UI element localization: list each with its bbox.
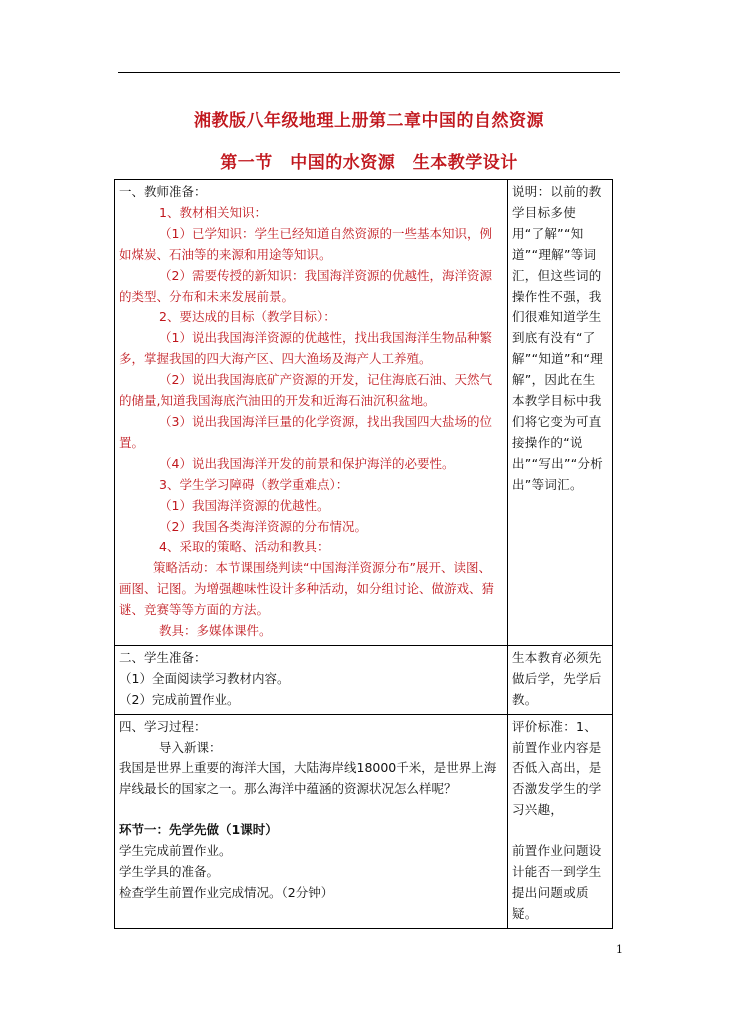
paragraph: 教具：多媒体课件。 <box>159 623 272 639</box>
step-title: 环节一：先学先做（1课时） <box>119 822 278 838</box>
subheading: 4、采取的策略、活动和教具： <box>159 539 330 555</box>
paragraph: （2）说出我国海底矿产资源的开发，记住海底石油、天然气的储量,知道我国海底汽油田的开发和近海石油沉积盆地。 <box>119 372 492 409</box>
page-number: 1 <box>616 943 623 956</box>
section-heading: 二、学生准备： <box>119 649 207 665</box>
section-heading: 一、教师准备： <box>119 184 207 199</box>
section-heading: 四、学习过程： <box>119 718 207 734</box>
subheading: 1、教材相关知识： <box>159 204 267 220</box>
list-item: （2）我国各类海洋资源的分布情况。 <box>159 518 367 534</box>
paragraph: （1）说出我国海洋资源的优越性，找出我国海洋生物品种繁多，掌握我国的四大海产区、四大渔场及海产人工养殖。 <box>119 330 492 367</box>
paragraph: （4）说出我国海洋开发的前景和保护海洋的必要性。 <box>159 455 455 471</box>
teacher-prep-row <box>115 180 613 646</box>
learning-process-cell <box>115 714 508 928</box>
list-item: （2）完成前置作业。 <box>119 691 240 707</box>
evaluation-criteria: 评价标准：1、前置作业内容是否低入高出，是否激发学生的学习兴趣， <box>512 718 602 818</box>
header-rule <box>118 72 620 73</box>
list-item: 学生学具的准备。 <box>119 864 220 880</box>
intro-text: 我国是世界上重要的海洋大国，大陆海岸线18000千米，是世界上海岸线最长的国家之一。那么海洋中蕴涵的资源状况怎么样呢？ <box>119 760 497 797</box>
evaluation-criteria-2: 前置作业问题设计能否一到学生提出问题或质疑。 <box>512 843 602 921</box>
intro-label: 导入新课： <box>159 739 222 755</box>
subheading: 3、学生学习障碍（教学重难点）： <box>159 476 349 492</box>
document-title: 湘教版八年级地理上册第二章中国的自然资源 <box>194 111 544 131</box>
teacher-prep-cell <box>115 180 508 646</box>
student-prep-cell <box>115 645 508 714</box>
learning-process-row <box>115 714 613 928</box>
list-item: 检查学生前置作业完成情况。（2分钟） <box>119 885 334 900</box>
student-prep-row <box>115 645 613 714</box>
lesson-plan-table <box>114 179 613 929</box>
paragraph: （3）说出我国海洋巨量的化学资源，找出我国四大盐场的位置。 <box>119 413 492 450</box>
learning-process-note <box>508 714 613 928</box>
document-subtitle: 第一节 中国的水资源 生本教学设计 <box>220 153 518 173</box>
teacher-prep-note: 说明：以前的教学目标多使用“了解”“知道”“理解”等词汇，但这些词的操作性不强，我们很难知道学生到底有没有“了解”“知道”和“理解”，因此在生本教学目标中我们将它变为可直接操作的“说出”“写出”“分析出”等词汇。 <box>508 180 613 646</box>
paragraph: （2）需要传授的新知识：我国海洋资源的优越性，海洋资源的类型、分布和未来发展前景。 <box>119 267 492 304</box>
paragraph: 策略活动：本节课围绕判读“中国海洋资源分布”展开、读图、画图、记图。为增强趣味性设计多种活动，如分组讨论、做游戏、猜谜、竞赛等等方面的方法。 <box>119 560 495 618</box>
list-item: （1）全面阅读学习教材内容。 <box>119 670 290 686</box>
list-item: 学生完成前置作业。 <box>119 843 232 859</box>
list-item: （1）我国海洋资源的优越性。 <box>159 497 330 513</box>
student-prep-note: 生本教育必须先做后学，先学后教。 <box>508 645 613 714</box>
paragraph: （1）已学知识：学生已经知道自然资源的一些基本知识，例如煤炭、石油等的来源和用途等知识。 <box>119 225 492 262</box>
subheading: 2、要达成的目标（教学目标）： <box>159 309 336 325</box>
